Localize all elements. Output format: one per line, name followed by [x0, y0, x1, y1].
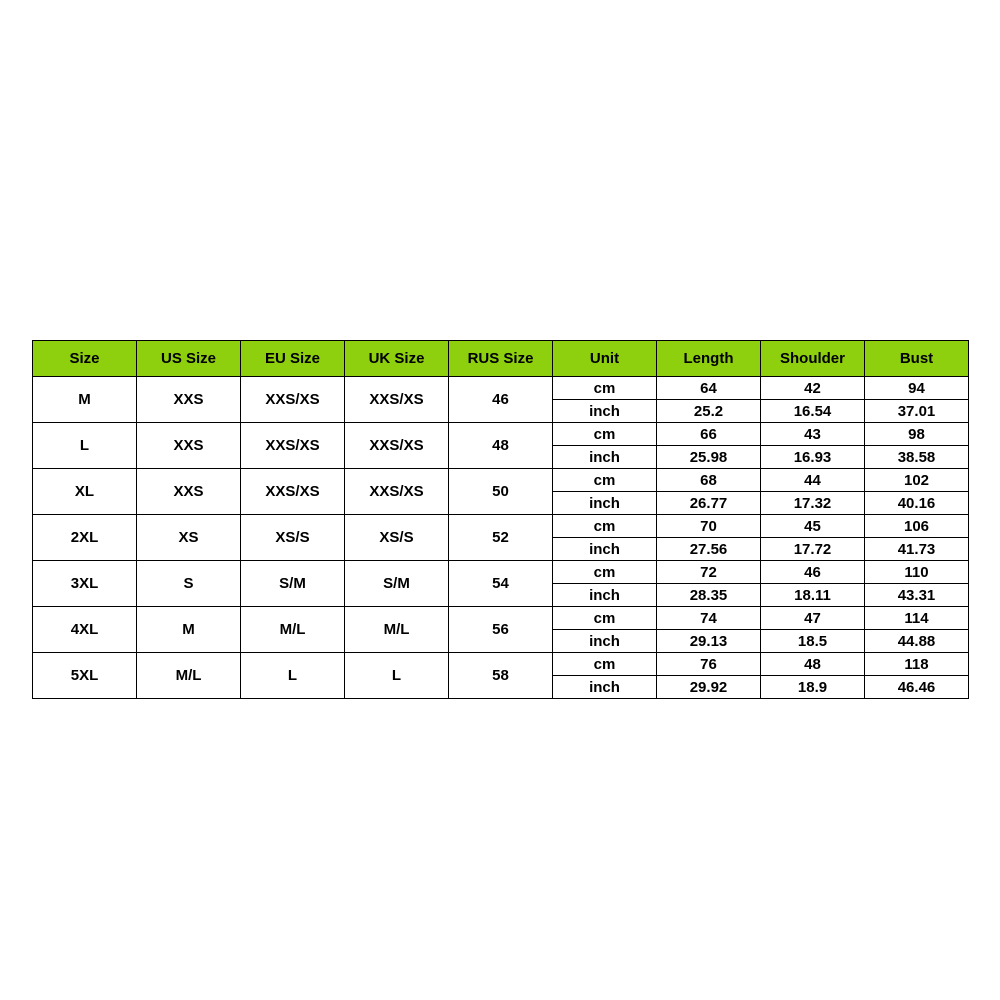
rus-size-cell: 46: [449, 377, 553, 423]
unit-inch-cell: inch: [553, 492, 657, 515]
eu-size-cell: XXS/XS: [241, 377, 345, 423]
header-shoulder: Shoulder: [761, 341, 865, 377]
unit-cm-cell: cm: [553, 377, 657, 400]
header-us-size: US Size: [137, 341, 241, 377]
rus-size-cell: 52: [449, 515, 553, 561]
unit-cm-cell: cm: [553, 607, 657, 630]
shoulder-inch-cell: 18.5: [761, 630, 865, 653]
header-unit: Unit: [553, 341, 657, 377]
header-rus-size: RUS Size: [449, 341, 553, 377]
shoulder-inch-cell: 16.54: [761, 400, 865, 423]
table-header: [33, 341, 969, 377]
length-cm-cell: 74: [657, 607, 761, 630]
uk-size-cell: XXS/XS: [345, 377, 449, 423]
shoulder-cm-cell: 45: [761, 515, 865, 538]
header-length: Length: [657, 341, 761, 377]
size-cell: M: [33, 377, 137, 423]
header-row: [33, 341, 969, 377]
unit-cm-cell: cm: [553, 423, 657, 446]
us-size-cell: S: [137, 561, 241, 607]
length-inch-cell: 25.2: [657, 400, 761, 423]
bust-inch-cell: 46.46: [865, 676, 969, 699]
rus-size-cell: 58: [449, 653, 553, 699]
bust-inch-cell: 38.58: [865, 446, 969, 469]
length-cm-cell: 66: [657, 423, 761, 446]
header-bust: Bust: [865, 341, 969, 377]
unit-inch-cell: inch: [553, 400, 657, 423]
bust-cm-cell: 102: [865, 469, 969, 492]
us-size-cell: M/L: [137, 653, 241, 699]
shoulder-inch-cell: 17.72: [761, 538, 865, 561]
us-size-cell: M: [137, 607, 241, 653]
header-eu-size: EU Size: [241, 341, 345, 377]
unit-inch-cell: inch: [553, 676, 657, 699]
length-cm-cell: 76: [657, 653, 761, 676]
bust-inch-cell: 43.31: [865, 584, 969, 607]
bust-cm-cell: 110: [865, 561, 969, 584]
shoulder-inch-cell: 16.93: [761, 446, 865, 469]
uk-size-cell: XS/S: [345, 515, 449, 561]
eu-size-cell: L: [241, 653, 345, 699]
bust-inch-cell: 44.88: [865, 630, 969, 653]
shoulder-inch-cell: 18.9: [761, 676, 865, 699]
length-inch-cell: 25.98: [657, 446, 761, 469]
length-inch-cell: 28.35: [657, 584, 761, 607]
table-row: [33, 469, 969, 492]
uk-size-cell: XXS/XS: [345, 469, 449, 515]
length-cm-cell: 70: [657, 515, 761, 538]
table-row: [33, 653, 969, 676]
rus-size-cell: 54: [449, 561, 553, 607]
us-size-cell: XXS: [137, 423, 241, 469]
length-inch-cell: 26.77: [657, 492, 761, 515]
shoulder-cm-cell: 43: [761, 423, 865, 446]
size-cell: 4XL: [33, 607, 137, 653]
unit-cm-cell: cm: [553, 653, 657, 676]
us-size-cell: XXS: [137, 469, 241, 515]
header-size: Size: [33, 341, 137, 377]
eu-size-cell: XXS/XS: [241, 469, 345, 515]
eu-size-cell: M/L: [241, 607, 345, 653]
size-cell: XL: [33, 469, 137, 515]
table-row: [33, 377, 969, 400]
size-cell: L: [33, 423, 137, 469]
unit-cm-cell: cm: [553, 515, 657, 538]
shoulder-cm-cell: 46: [761, 561, 865, 584]
bust-inch-cell: 40.16: [865, 492, 969, 515]
table-row: [33, 515, 969, 538]
eu-size-cell: XXS/XS: [241, 423, 345, 469]
bust-cm-cell: 98: [865, 423, 969, 446]
shoulder-cm-cell: 47: [761, 607, 865, 630]
unit-inch-cell: inch: [553, 630, 657, 653]
length-cm-cell: 72: [657, 561, 761, 584]
size-chart-table: [32, 340, 969, 699]
table-row: [33, 423, 969, 446]
length-inch-cell: 27.56: [657, 538, 761, 561]
uk-size-cell: L: [345, 653, 449, 699]
rus-size-cell: 50: [449, 469, 553, 515]
uk-size-cell: S/M: [345, 561, 449, 607]
bust-cm-cell: 114: [865, 607, 969, 630]
eu-size-cell: S/M: [241, 561, 345, 607]
unit-inch-cell: inch: [553, 446, 657, 469]
shoulder-cm-cell: 44: [761, 469, 865, 492]
rus-size-cell: 56: [449, 607, 553, 653]
shoulder-inch-cell: 18.11: [761, 584, 865, 607]
rus-size-cell: 48: [449, 423, 553, 469]
shoulder-cm-cell: 42: [761, 377, 865, 400]
table-row: [33, 607, 969, 630]
bust-inch-cell: 37.01: [865, 400, 969, 423]
size-cell: 5XL: [33, 653, 137, 699]
length-inch-cell: 29.13: [657, 630, 761, 653]
eu-size-cell: XS/S: [241, 515, 345, 561]
bust-cm-cell: 118: [865, 653, 969, 676]
length-cm-cell: 68: [657, 469, 761, 492]
bust-inch-cell: 41.73: [865, 538, 969, 561]
unit-cm-cell: cm: [553, 561, 657, 584]
shoulder-cm-cell: 48: [761, 653, 865, 676]
header-uk-size: UK Size: [345, 341, 449, 377]
size-cell: 3XL: [33, 561, 137, 607]
us-size-cell: XXS: [137, 377, 241, 423]
unit-inch-cell: inch: [553, 584, 657, 607]
bust-cm-cell: 94: [865, 377, 969, 400]
length-inch-cell: 29.92: [657, 676, 761, 699]
length-cm-cell: 64: [657, 377, 761, 400]
table-row: [33, 561, 969, 584]
uk-size-cell: XXS/XS: [345, 423, 449, 469]
unit-inch-cell: inch: [553, 538, 657, 561]
uk-size-cell: M/L: [345, 607, 449, 653]
size-cell: 2XL: [33, 515, 137, 561]
unit-cm-cell: cm: [553, 469, 657, 492]
us-size-cell: XS: [137, 515, 241, 561]
table-body: [33, 377, 969, 699]
shoulder-inch-cell: 17.32: [761, 492, 865, 515]
bust-cm-cell: 106: [865, 515, 969, 538]
